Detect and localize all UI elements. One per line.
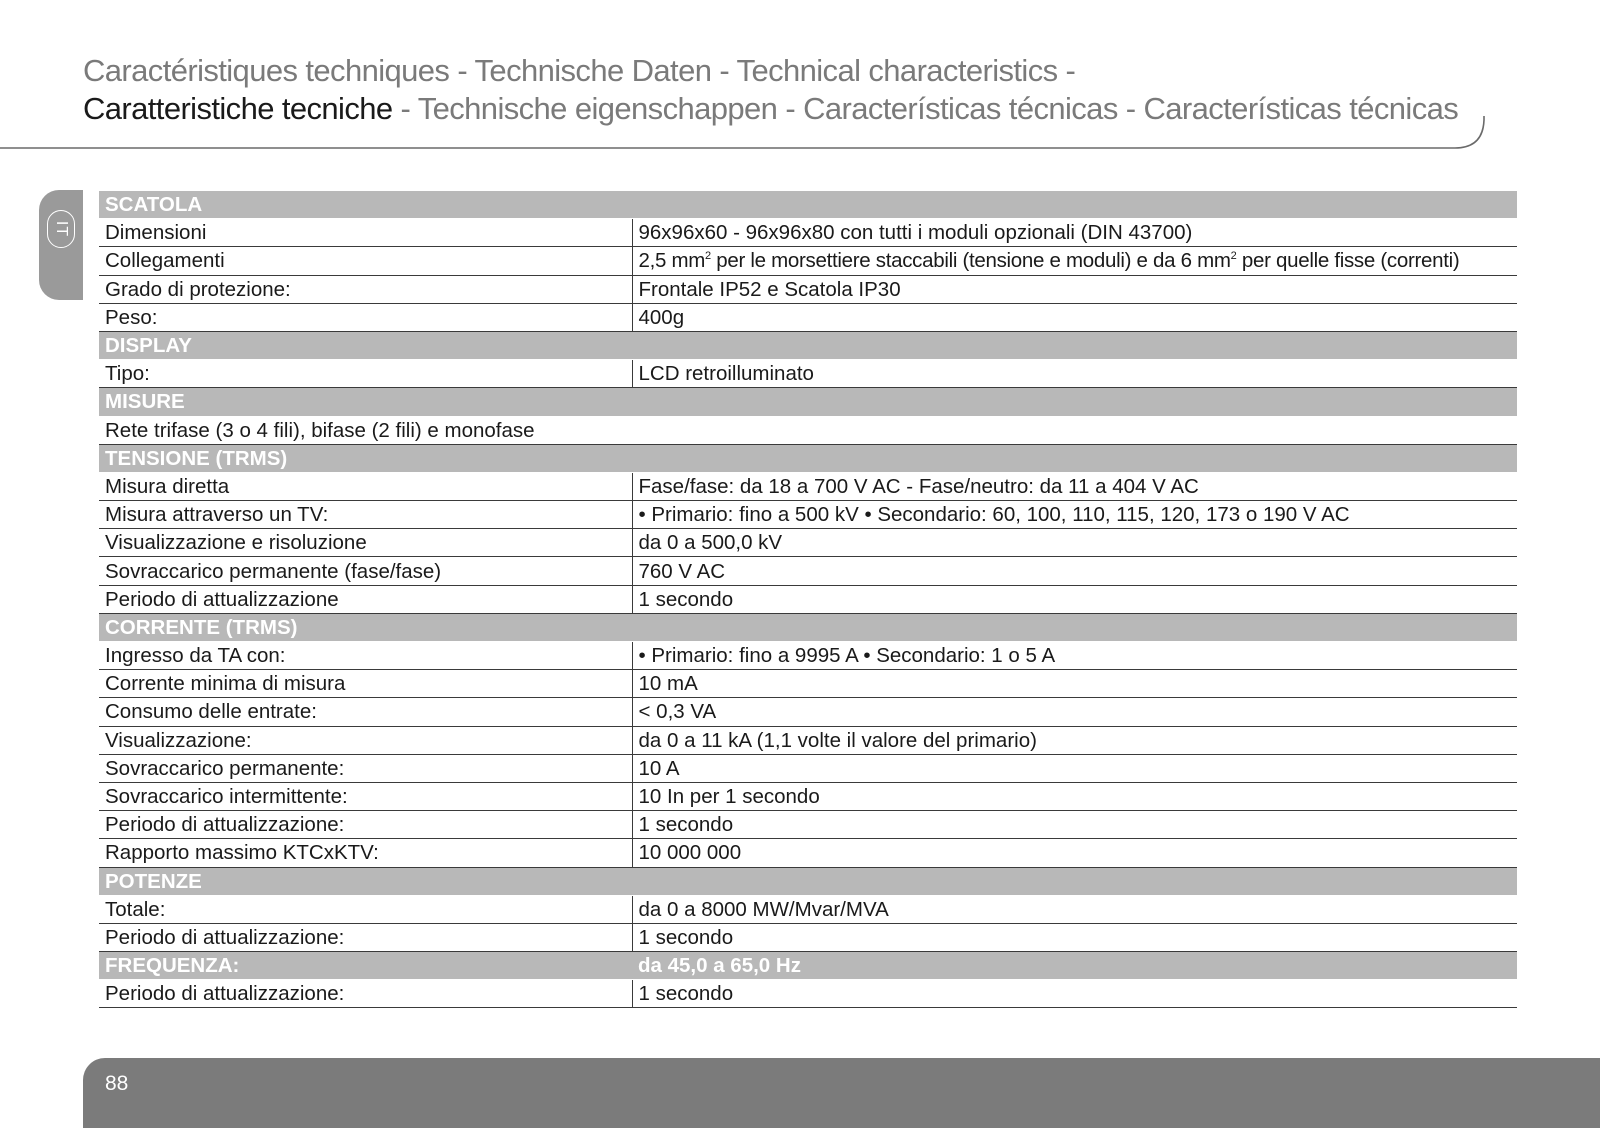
row-label: Periodo di attualizzazione: (99, 811, 632, 839)
row-label: Periodo di attualizzazione (99, 585, 632, 613)
table-row (99, 501, 1517, 529)
table-row (99, 360, 1517, 388)
row-value: 400g (632, 303, 1517, 331)
table-row (99, 416, 1517, 444)
table-row (99, 247, 1517, 275)
row-label: Consumo delle entrate: (99, 698, 632, 726)
section-header-tensione (99, 444, 1517, 472)
row-label: Ingresso da TA con: (99, 642, 632, 670)
page-title-italian: Caratteristiche tecniche (83, 91, 393, 126)
page-title-line-1: Caractéristiques techniques - Technische Daten - Technical characteristics - (83, 53, 1076, 88)
language-tab (39, 190, 83, 300)
row-label: Corrente minima di misura (99, 670, 632, 698)
row-value: • Primario: fino a 9995 A • Secondario: 1 o 5 A (632, 642, 1517, 670)
section-value: da 45,0 a 65,0 Hz (632, 952, 1517, 980)
table-row (99, 219, 1517, 247)
row-value: da 0 a 8000 MW/Mvar/MVA (632, 895, 1517, 923)
row-label: Sovraccarico intermittente: (99, 782, 632, 810)
row-label: Visualizzazione e risoluzione (99, 529, 632, 557)
row-value: 1 secondo (632, 585, 1517, 613)
row-label: Sovraccarico permanente: (99, 754, 632, 782)
table-row (99, 472, 1517, 500)
row-label: Tipo: (99, 360, 632, 388)
table-row (99, 529, 1517, 557)
section-title: TENSIONE (TRMS) (99, 444, 1517, 472)
section-title: CORRENTE (TRMS) (99, 613, 1517, 641)
row-value: 10 In per 1 secondo (632, 782, 1517, 810)
row-full-text: Rete trifase (3 o 4 fili), bifase (2 fili) e monofase (99, 416, 1517, 444)
row-label: Collegamenti (99, 247, 632, 275)
spec-table (99, 191, 1517, 1008)
section-header-scatola (99, 191, 1517, 219)
section-title: MISURE (99, 388, 1517, 416)
row-label: Periodo di attualizzazione: (99, 980, 632, 1008)
row-label: Periodo di attualizzazione: (99, 923, 632, 951)
row-value: • Primario: fino a 500 kV • Secondario: 60, 100, 110, 115, 120, 173 o 190 V AC (632, 501, 1517, 529)
row-value: 10 A (632, 754, 1517, 782)
section-header-corrente (99, 613, 1517, 641)
section-header-display (99, 331, 1517, 359)
superscript: 2 (1230, 250, 1237, 263)
table-row (99, 811, 1517, 839)
table-row (99, 303, 1517, 331)
row-label: Rapporto massimo KTCxKTV: (99, 839, 632, 867)
row-label: Dimensioni (99, 219, 632, 247)
page-title-other-languages: - Technische eigenschappen - Características técnicas - Características técnicas (392, 91, 1459, 126)
section-title: FREQUENZA: (99, 952, 632, 980)
row-label: Misura diretta (99, 472, 632, 500)
section-title: POTENZE (99, 867, 1517, 895)
row-value: da 0 a 500,0 kV (632, 529, 1517, 557)
row-value: 1 secondo (632, 980, 1517, 1008)
table-row (99, 642, 1517, 670)
table-row (99, 670, 1517, 698)
table-row (99, 839, 1517, 867)
row-value: Fase/fase: da 18 a 700 V AC - Fase/neutro: da 11 a 404 V AC (632, 472, 1517, 500)
section-header-frequenza (99, 952, 1517, 980)
page-number: 88 (105, 1072, 129, 1095)
header-divider (0, 88, 1600, 160)
row-label: Totale: (99, 895, 632, 923)
row-value: < 0,3 VA (632, 698, 1517, 726)
row-value (632, 247, 1517, 275)
row-value: 1 secondo (632, 923, 1517, 951)
page-footer (83, 1058, 1600, 1128)
row-label: Sovraccarico permanente (fase/fase) (99, 557, 632, 585)
section-title: SCATOLA (99, 191, 1517, 219)
language-code: IT (53, 220, 70, 238)
table-row (99, 275, 1517, 303)
row-label: Grado di protezione: (99, 275, 632, 303)
table-row (99, 782, 1517, 810)
superscript: 2 (705, 250, 711, 263)
row-value: 10 000 000 (632, 839, 1517, 867)
row-value: da 0 a 11 kA (1,1 volte il valore del primario) (632, 726, 1517, 754)
row-value: Frontale IP52 e Scatola IP30 (632, 275, 1517, 303)
row-value: 760 V AC (632, 557, 1517, 585)
table-row (99, 895, 1517, 923)
value-part: per le morsettiere staccabili (tensione e moduli) e da 6 mm (710, 249, 1231, 273)
section-header-misure (99, 388, 1517, 416)
row-label: Visualizzazione: (99, 726, 632, 754)
table-row (99, 585, 1517, 613)
table-row (99, 726, 1517, 754)
row-value: LCD retroilluminato (632, 360, 1517, 388)
section-header-potenze (99, 867, 1517, 895)
row-label: Peso: (99, 303, 632, 331)
value-part: per quelle fisse (correnti) (1236, 249, 1460, 273)
table-row (99, 923, 1517, 951)
row-label: Misura attraverso un TV: (99, 501, 632, 529)
table-row (99, 557, 1517, 585)
table-row (99, 698, 1517, 726)
value-part: 2,5 mm (638, 249, 706, 273)
row-value: 96x96x60 - 96x96x80 con tutti i moduli opzionali (DIN 43700) (632, 219, 1517, 247)
row-value: 1 secondo (632, 811, 1517, 839)
section-title: DISPLAY (99, 331, 1517, 359)
row-value: 10 mA (632, 670, 1517, 698)
language-badge (47, 210, 75, 248)
table-row (99, 754, 1517, 782)
table-row (99, 980, 1517, 1008)
